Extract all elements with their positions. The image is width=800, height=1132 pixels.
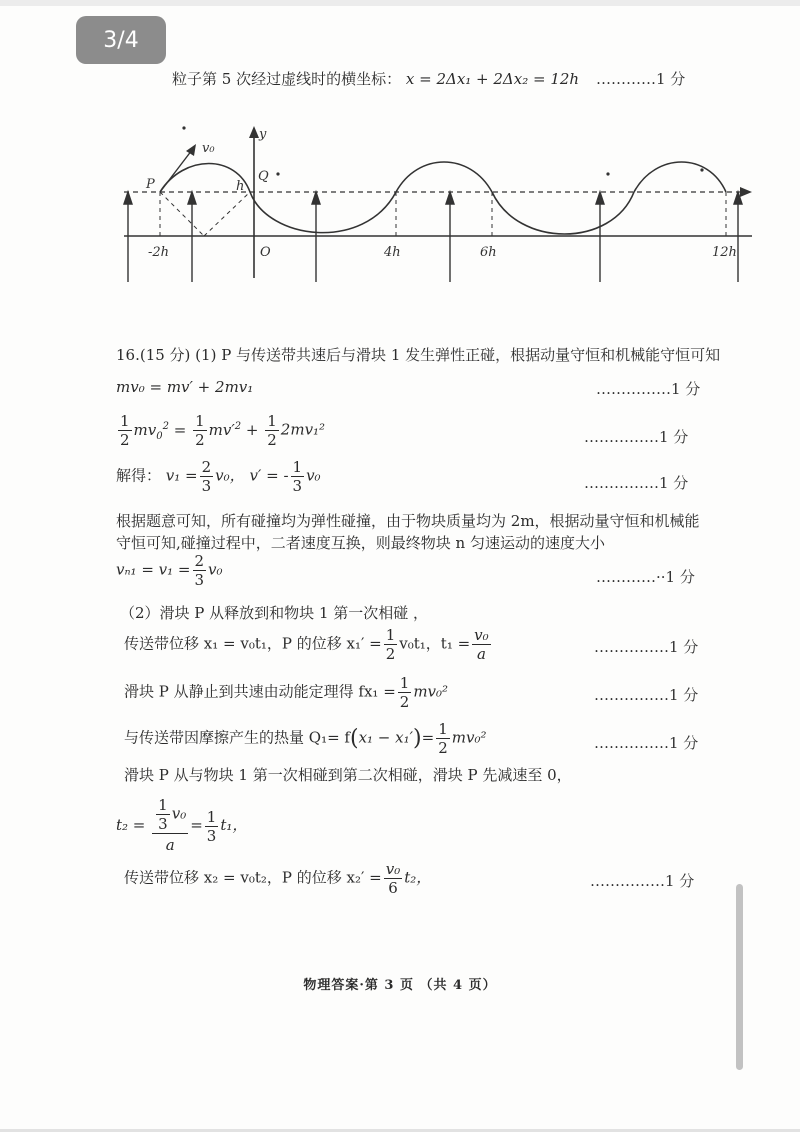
- q16-eq2: $\frac{1}{2}$ $mv_0^2$ = $\frac{1}{2}$ $mv'^2$ + $\frac{1}{2}$ 2mv₁²: [120, 412, 326, 449]
- page-indicator: 3/4: [76, 16, 166, 64]
- vertical-dashes: [160, 192, 726, 236]
- q16-belt1: 传送带位移 x₁ = v₀t₁，P 的位移 x₁′ = $\frac{1}{2}$ v₀t₁，t₁ = $\frac{\text{v₀}}{a}$: [124, 626, 489, 663]
- field-arrows: [124, 192, 742, 282]
- score-6: ……………1 分: [594, 686, 699, 704]
- trajectory-curve: [160, 162, 726, 234]
- label-h: h: [236, 179, 245, 194]
- q16-eq1: mv₀ = mv′ + 2mv₁: [116, 378, 254, 396]
- score-1: ……………1 分: [596, 380, 701, 398]
- q16-eq3: vₙ₁ = v₁ = $\frac{2}{3}$ v₀: [116, 552, 223, 589]
- q16-heat: 与传送带因摩擦产生的热量 Q₁= f(x₁ − x₁′)= $\frac{1}{2}$ mv₀²: [124, 720, 487, 757]
- top-line: [172, 68, 579, 89]
- label-y: y: [259, 127, 267, 142]
- score-5: ……………1 分: [594, 638, 699, 656]
- label-6h: 6h: [480, 245, 497, 260]
- q16-t2: t₂ = $\frac{1}{3}$ v₀ a = $\frac{1}{3}$ t₁，: [116, 796, 248, 854]
- q16-solve: 解得： v₁ = $\frac{2}{3}$ v₀， v′ = - $\frac{1}{3}$ v₀: [116, 458, 321, 495]
- score-4: …………··1 分: [596, 568, 695, 586]
- label-neg2h: -2h: [148, 245, 170, 260]
- trajectory-figure: [118, 118, 758, 288]
- label-12h: 12h: [712, 245, 737, 260]
- q16-belt2: 传送带位移 x₂ = v₀t₂，P 的位移 x₂′ = $\frac{\text{v₀}}{6}$ t₂，: [124, 860, 432, 897]
- label-O: O: [260, 245, 271, 260]
- viewer-top-bar: [0, 0, 800, 6]
- label-4h: 4h: [384, 245, 401, 260]
- eq2-tail: 2mv₁²: [280, 420, 326, 439]
- score-7: ……………1 分: [594, 734, 699, 752]
- score-8: ……………1 分: [590, 872, 695, 890]
- score-3: ……………1 分: [584, 474, 689, 492]
- q16-ke: 滑块 P 从静止到共速由动能定理得 fx₁ = $\frac{1}{2}$ mv₀²: [124, 674, 449, 711]
- top-line-formula: x = 2Δx₁ + 2Δx₂ = 12h: [405, 70, 580, 88]
- triangle-dashes: [160, 192, 250, 236]
- score-top: …………1 分: [596, 70, 686, 88]
- scrollbar[interactable]: [736, 884, 743, 1070]
- page-footer: 物理答案·第 3 页 （共 4 页）: [303, 978, 497, 993]
- dashed-arrow: [740, 187, 752, 197]
- q16-para2: 守恒可知,碰撞过程中，二者速度互换，则最终物块 n 匀速运动的速度大小: [116, 534, 605, 552]
- q16-para: 根据题意可知，所有碰撞均为弹性碰撞，由于物块质量均为 2m，根据动量守恒和机械能: [116, 512, 700, 530]
- q16-second: 滑块 P 从与物块 1 第一次相碰到第二次相碰，滑块 P 先减速至 0，: [124, 766, 572, 784]
- y-axis-arrow: [249, 126, 259, 138]
- label-Q: Q: [258, 169, 269, 184]
- top-line-text: 粒子第 5 次经过虚线时的横坐标：: [172, 70, 402, 88]
- label-v0: v₀: [202, 141, 215, 156]
- v0-arrow: [160, 150, 192, 192]
- q16-part2: （2）滑块 P 从释放到和物块 1 第一次相碰 ，: [120, 604, 429, 622]
- q16-intro: 16.(15 分) (1) P 与传送带共速后与滑块 1 发生弹性正碰，根据动量守恒和机械能守恒可知: [116, 346, 721, 364]
- label-P: P: [146, 177, 155, 192]
- score-2: ……………1 分: [584, 428, 689, 446]
